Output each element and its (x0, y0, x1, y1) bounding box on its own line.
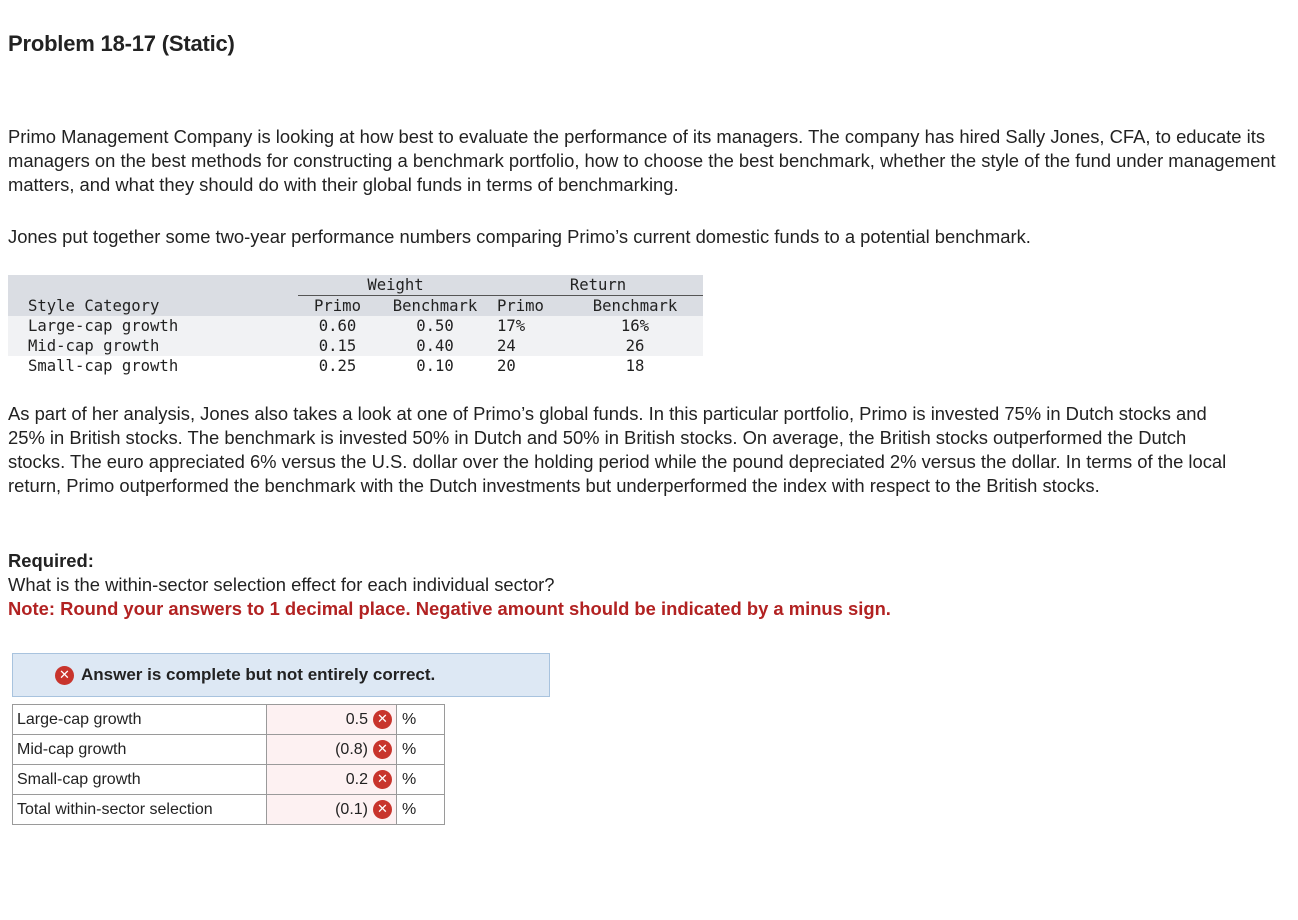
weight-primo: 0.25 (318, 357, 357, 375)
performance-paragraph: Jones put together some two-year performance numbers comparing Primo’s current domestic funds to a potential benchmark. (8, 226, 1031, 247)
weight-primo: 0.60 (298, 316, 377, 336)
incorrect-x-icon: ✕ (373, 740, 392, 759)
return-benchmark: 18 (625, 357, 645, 375)
answer-label: Large-cap growth (13, 705, 267, 735)
answer-row (13, 765, 445, 795)
answer-input-mid-cap[interactable]: (0.8) ✕ (267, 735, 397, 765)
answer-row (13, 735, 445, 765)
return-benchmark: 16% (567, 316, 703, 336)
weight-primo: 0.15 (298, 336, 377, 356)
required-heading: Required: (8, 550, 94, 571)
incorrect-x-icon: ✕ (373, 710, 392, 729)
return-primo: 24 (493, 336, 567, 356)
header-weight-benchmark: Benchmark (377, 296, 493, 317)
x-circle-icon: ✕ (55, 666, 74, 685)
return-primo: 20 (497, 357, 516, 375)
return-benchmark: 26 (567, 336, 703, 356)
percent-unit: % (397, 735, 445, 765)
answer-input-large-cap[interactable]: 0.5 ✕ (267, 705, 397, 735)
table-row (8, 316, 703, 336)
required-section (8, 549, 1278, 621)
answer-status-text: Answer is complete but not entirely correct. (81, 665, 436, 684)
style-category: Small-cap growth (28, 357, 179, 375)
answer-label: Small-cap growth (13, 765, 267, 795)
header-return-benchmark: Benchmark (567, 296, 703, 317)
table-row (8, 356, 703, 376)
answer-input-total[interactable]: (0.1) ✕ (267, 795, 397, 825)
answer-table (12, 704, 445, 825)
answer-status-banner (12, 653, 550, 697)
answer-label: Total within-sector selection (13, 795, 267, 825)
incorrect-x-icon: ✕ (373, 770, 392, 789)
header-weight-primo: Primo (298, 296, 377, 317)
table-row (8, 336, 703, 356)
weight-benchmark: 0.50 (377, 316, 493, 336)
weight-benchmark: 0.40 (377, 336, 493, 356)
return-group-header: Return (493, 275, 703, 296)
percent-unit: % (397, 705, 445, 735)
answer-label: Mid-cap growth (13, 735, 267, 765)
weight-benchmark: 0.10 (416, 357, 454, 375)
incorrect-x-icon: ✕ (373, 800, 392, 819)
style-category: Large-cap growth (8, 316, 298, 336)
intro-paragraph: Primo Management Company is looking at how best to evaluate the performance of its managers. The company has hired Sally Jones, CFA, to educate its managers on the best methods for constructing a benchmark portfolio, how to choose the best benchmark, whether the style of the fund under management matters, and what they should do with their global funds in terms of benchmarking. (8, 126, 1276, 195)
global-fund-paragraph: As part of her analysis, Jones also takes a look at one of Primo’s global funds. In this particular portfolio, Primo is invested 75% in Dutch stocks and 25% in British stocks. The benchmark is invested 50% in Dutch and 50% in British stocks. On average, the British stocks outperformed the Dutch stocks. The euro appreciated 6% versus the U.S. dollar over the holding period while the pound depreciated 2% versus the dollar. In terms of the local return, Primo outperformed the benchmark with the Dutch investments but underperformed the index with respect to the British stocks. (8, 403, 1227, 496)
answer-input-small-cap[interactable]: 0.2 ✕ (267, 765, 397, 795)
percent-unit: % (397, 765, 445, 795)
answer-total-row (13, 795, 445, 825)
performance-table (8, 275, 703, 376)
percent-unit: % (397, 795, 445, 825)
header-style-category: Style Category (8, 296, 298, 317)
required-question: What is the within-sector selection effect for each individual sector? (8, 574, 555, 595)
return-primo: 17% (493, 316, 567, 336)
answer-row (13, 705, 445, 735)
page-title: Problem 18-17 (Static) (8, 31, 235, 56)
rounding-note: Note: Round your answers to 1 decimal place. Negative amount should be indicated by a minus sign. (8, 598, 891, 619)
weight-group-header: Weight (298, 275, 493, 296)
header-return-primo: Primo (493, 296, 567, 317)
style-category: Mid-cap growth (8, 336, 298, 356)
